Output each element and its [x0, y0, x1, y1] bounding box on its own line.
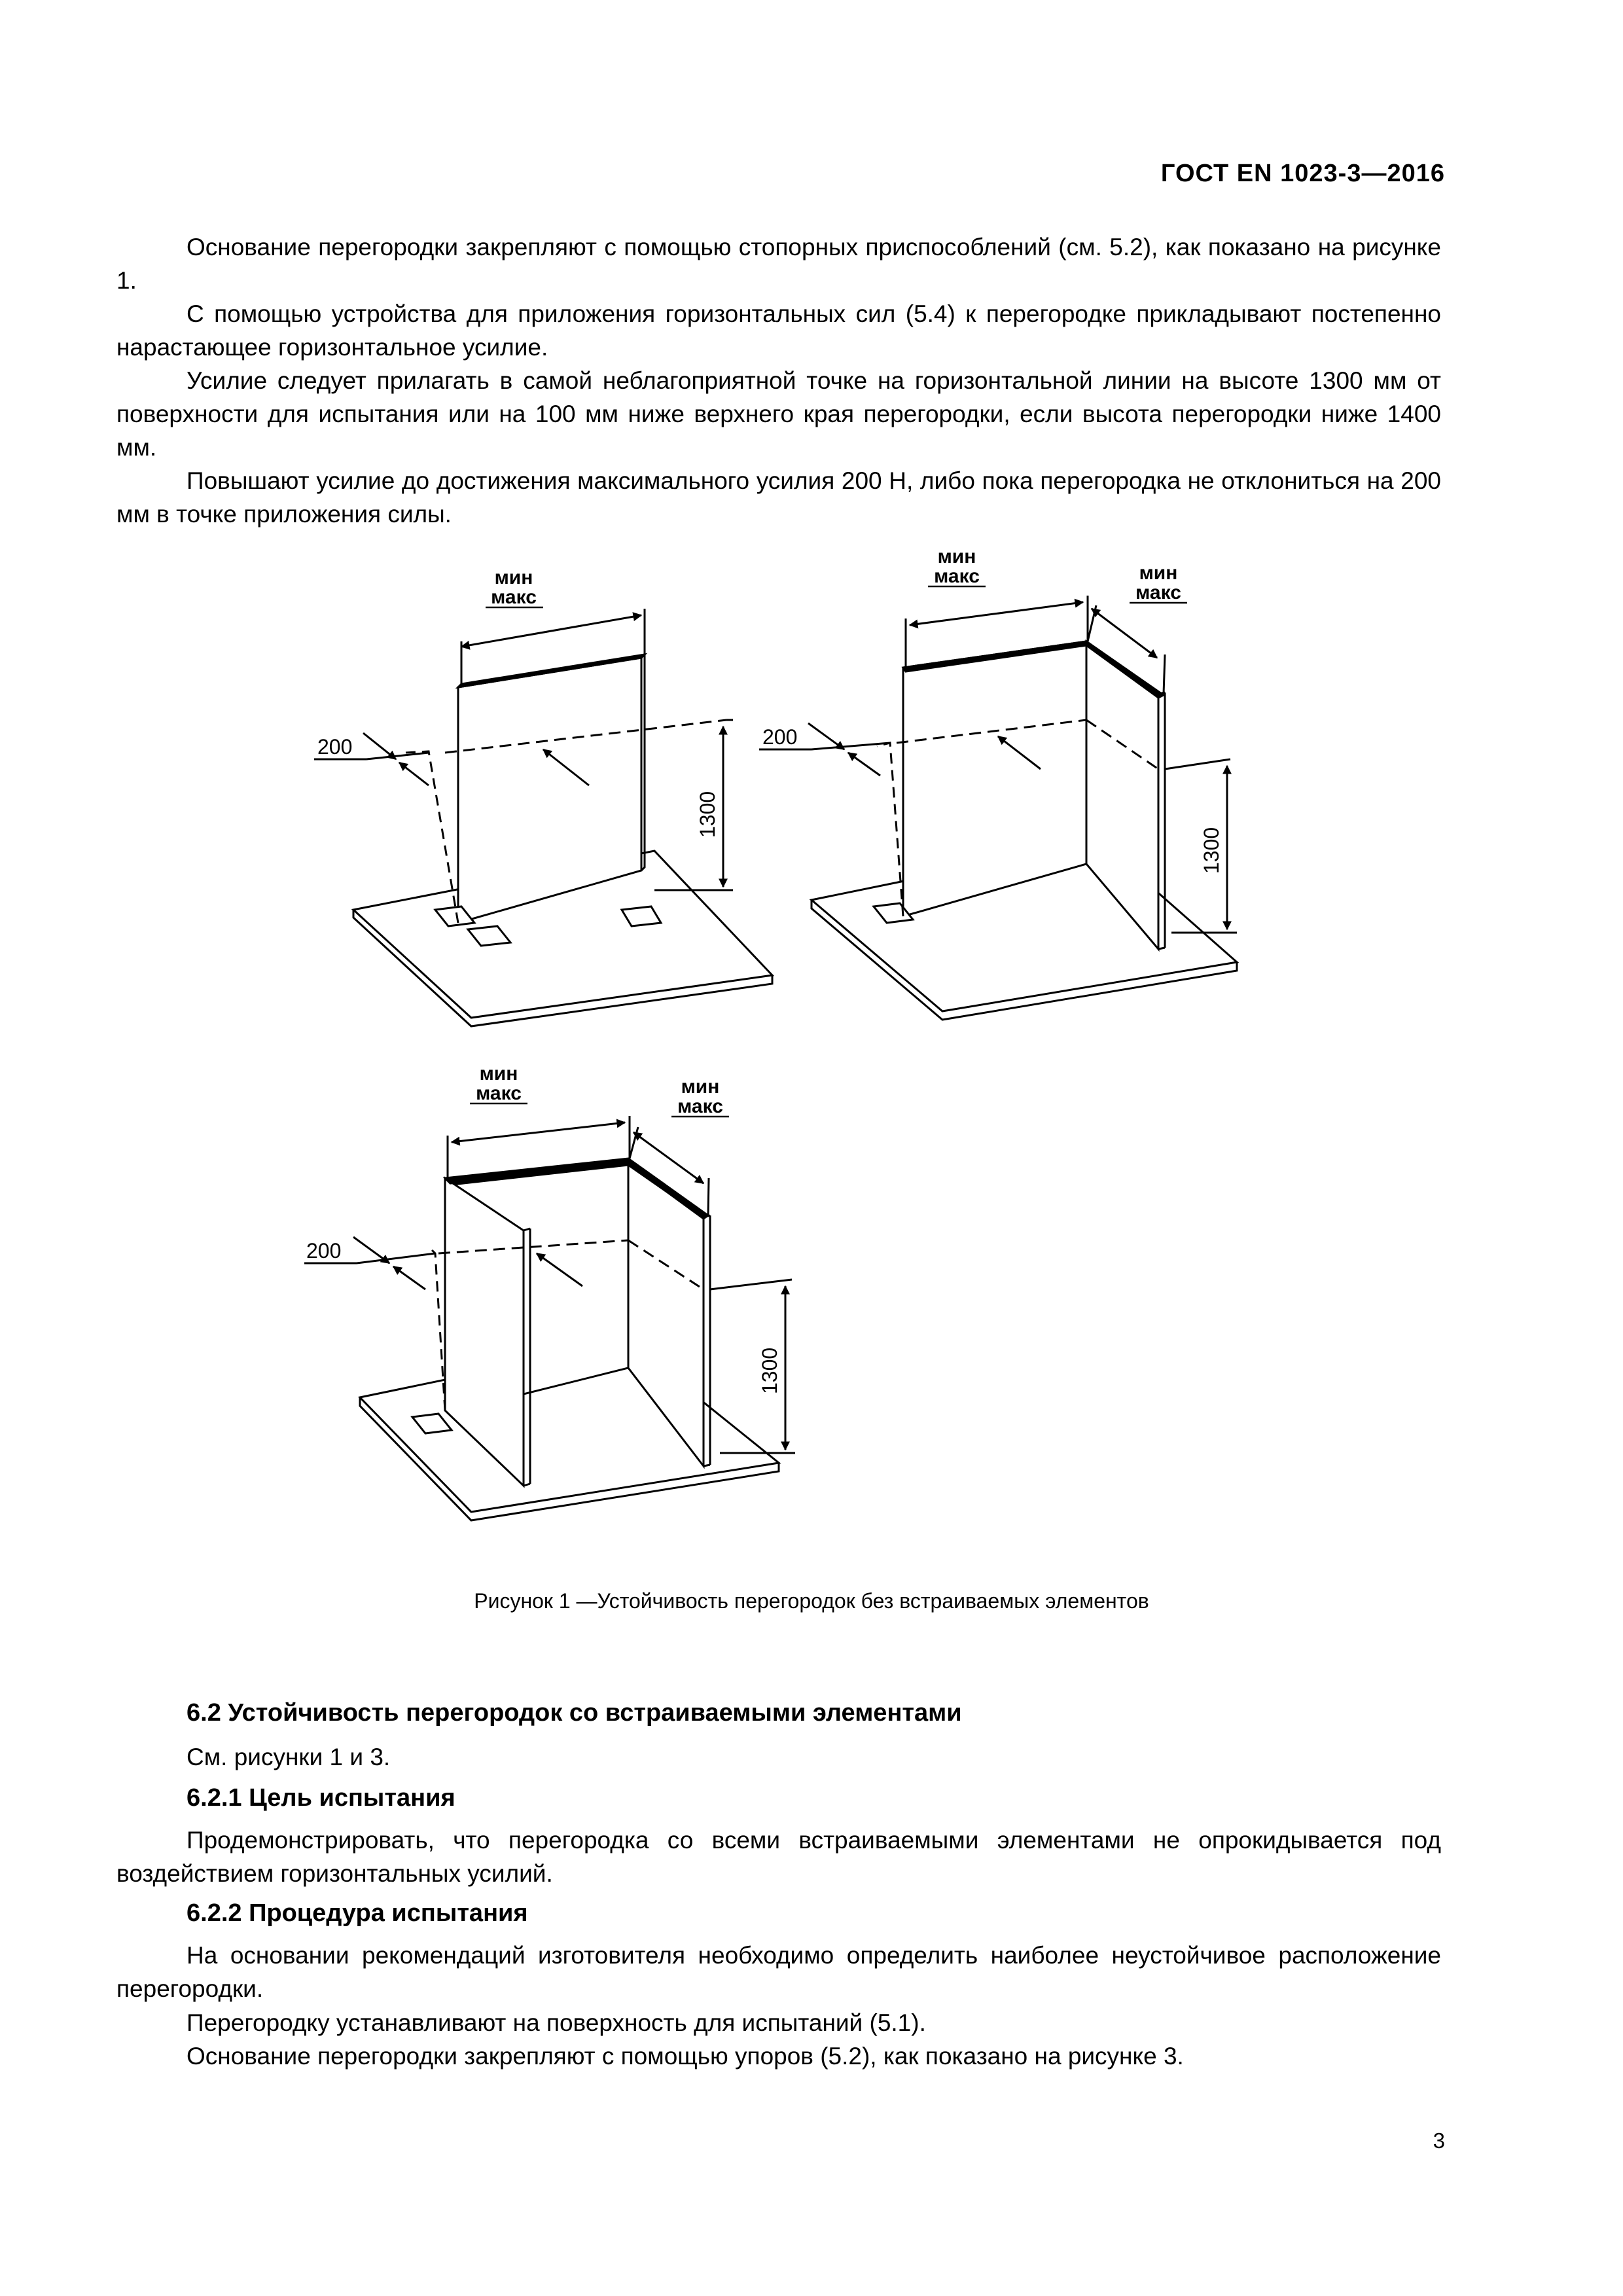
label-min: мин [494, 567, 533, 588]
drawing-u-panel [304, 1116, 795, 1520]
dim-width [452, 1122, 625, 1142]
paragraph-force-point: Усилие следует прилагать в самой неблагоприятной точке на горизонтальной линии на высоте 1300 мм от поверхности для испытания или на 100 мм ниже верхнего края перегородки, если высота перегородки ниже 1400 мм. [116, 367, 1441, 461]
paragraph-max-force: Повышают усилие до достижения максимального усилия 200 Н, либо пока перегородка не отклониться на 200 мм в точке приложения силы. [116, 467, 1441, 528]
paragraph-horizontal-force: С помощью устройства для приложения горизонтальных сил (5.4) к перегородке прикладывают постепенно нарастающее горизонтальное усилие. [116, 300, 1441, 361]
label-max: макс [934, 565, 980, 587]
dim-width [910, 602, 1083, 625]
section-6-2-2-text: На основании рекомендаций изготовителя необходимо определить наиболее неустойчивое расположение перегородки. [116, 1942, 1441, 2002]
section-6-2-1-heading: 6.2.1 Цель испытания [187, 1784, 455, 1812]
paragraph-fixing: Основание перегородки закрепляют с помощью стопорных приспособлений (см. 5.2), как показано на рисунке 1. [116, 234, 1441, 294]
page-number: 3 [1433, 2128, 1445, 2153]
label-deflection: 200 [762, 725, 798, 749]
label-deflection: 200 [317, 735, 353, 759]
section-6-2-2-text: Основание перегородки закрепляют с помощью упоров (5.2), как показано на рисунке 3. [187, 2043, 1184, 2070]
label-height: 1300 [696, 791, 719, 838]
label-max: макс [1135, 582, 1181, 603]
label-deflection: 200 [306, 1239, 342, 1263]
section-6-2-1-text: Продемонстрировать, что перегородка со всеми встраиваемыми элементами не опрокидывается под воздействием горизонтальных усилий. [116, 1827, 1441, 1887]
label-max: макс [491, 586, 537, 608]
dim-width [461, 615, 641, 647]
label-height: 1300 [1200, 827, 1223, 874]
label-max: макс [476, 1083, 522, 1104]
figure-caption: Рисунок 1 —Устойчивость перегородок без встраиваемых элементов [474, 1589, 1149, 1613]
dim-depth [1092, 609, 1157, 658]
label-max: макс [677, 1096, 723, 1117]
section-6-2-2-heading: 6.2.2 Процедура испытания [187, 1899, 528, 1927]
label-min: мин [479, 1063, 518, 1085]
section-6-2-heading: 6.2 Устойчивость перегородок со встраиваемыми элементами [187, 1699, 962, 1727]
document-header: ГОСТ EN 1023-3—2016 [1160, 160, 1445, 187]
label-min: мин [681, 1076, 720, 1098]
label-min: мин [1139, 562, 1178, 584]
label-height: 1300 [758, 1347, 781, 1394]
section-6-2-text: См. рисунки 1 и 3. [187, 1744, 391, 1770]
drawing-l-panel [759, 596, 1237, 1020]
section-6-2-2-text: Перегородку устанавливают на поверхность для испытаний (5.1). [187, 2009, 926, 2036]
label-min: мин [937, 546, 976, 567]
